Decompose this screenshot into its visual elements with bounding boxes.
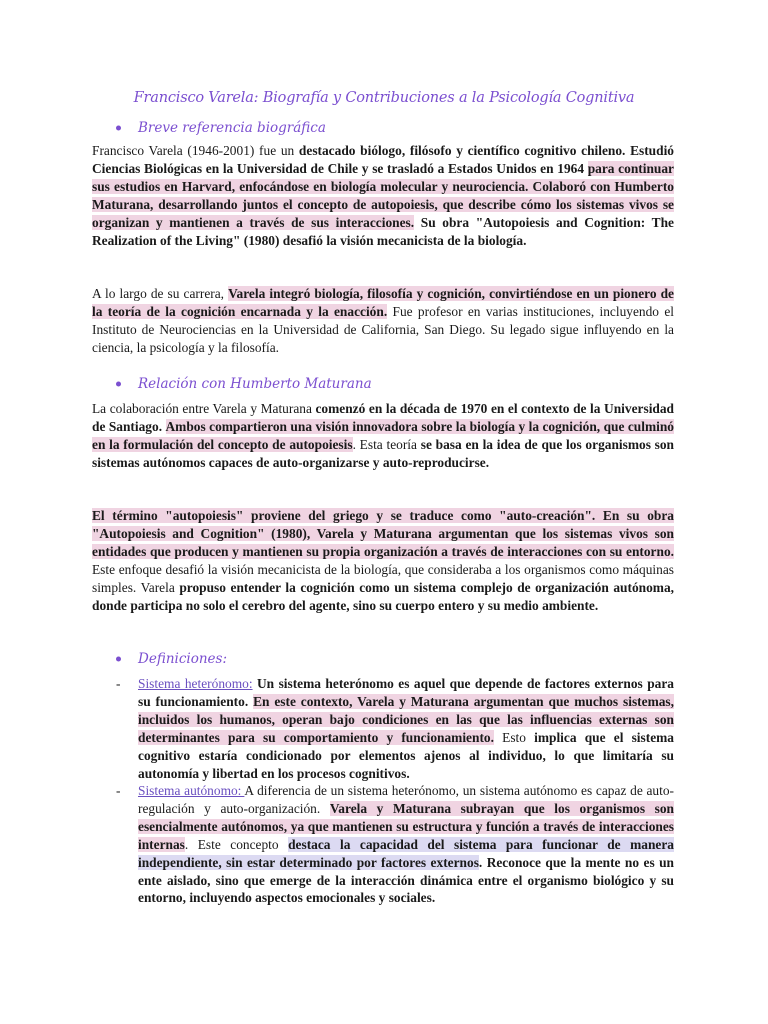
- bullet-icon: [116, 126, 121, 131]
- text-run: Francisco Varela (1946-2001) fue un: [92, 143, 299, 158]
- bold-run: Un sistema heterónomo es aquel que depende de factores externos para su funcionamiento.: [138, 676, 674, 709]
- text-run: La colaboración entre Varela y Maturana: [92, 401, 316, 416]
- section-heading-definitions: [116, 651, 227, 667]
- highlighted-run: destaca la capacidad del sistema para funcionar de manera independiente, sin estar determinado por factores externos: [138, 836, 674, 870]
- term-autonomo: Sistema autónomo:: [138, 783, 245, 798]
- text-run: Fue profesor en varias instituciones, incluyendo el Instituto de Neurociencias en la Universidad de California, San Diego. Su legado sigue influyendo en la ciencia, la psicología y la filosofía.: [92, 303, 674, 355]
- text-run: . Esta teoría: [352, 436, 421, 452]
- bullet-icon: [116, 382, 121, 387]
- highlighted-run: En este contexto, Varela y Maturana argumentan que muchos sistemas, incluidos los humanos, operan bajo condiciones en las que las influencias externas son determinantes para su comportamiento y funcionamiento.: [138, 693, 674, 745]
- section-heading-text: Breve referencia biográfica: [138, 120, 326, 136]
- section-heading-maturana: [116, 376, 372, 392]
- dash-marker: -: [116, 676, 121, 691]
- text-run: . Este concepto: [184, 836, 289, 852]
- bold-run: se basa en la idea de que los organismos son sistemas autónomos capaces de auto-organizarse y auto-reproducirse.: [92, 436, 675, 470]
- text-run: Este enfoque desafió la visión mecanicista de la biología, que consideraba a los organismos como máquinas simples. Varela: [92, 561, 674, 595]
- highlighted-run: Ambos compartieron una visión innovadora sobre la biología y la cognición, que culminó en la formulación del concepto de autopoiesis: [92, 418, 674, 452]
- text-run: A diferencia de un sistema heterónomo, un sistema autónomo es capaz de auto-regulación y auto-organización.: [138, 783, 675, 816]
- bio-paragraph-2: [92, 285, 674, 357]
- highlighted-run: Varela y Maturana subrayan que los organismos son esencialmente autónomos, ya que mantienen su estructura y función a través de interacciones internas: [138, 800, 675, 852]
- section-heading-text: Definiciones:: [138, 651, 227, 667]
- section-heading-bio: [116, 120, 326, 136]
- maturana-paragraph-2: [92, 507, 674, 614]
- definition-item: [116, 675, 674, 782]
- bold-run: Su obra "Autopoiesis and Cognition: The Realization of the Living" (1980) desafió la visión mecanicista de la biología.: [92, 214, 674, 248]
- highlighted-run: para continuar sus estudios en Harvard, enfocándose en biología molecular y neurociencia. Colaboró con Humberto Maturana, desarrollando juntos el concepto de autopoiesis, que describe cómo los sistemas vivos se organizan y mantienen a través de sus interacciones.: [92, 160, 674, 230]
- definition-item: [116, 782, 674, 907]
- highlighted-run: El término "autopoiesis" proviene del griego y se traduce como "auto-creación". En su obra "Autopoiesis and Cognition" (1980), Varela y Maturana argumentan que los sistemas vivos son entidades que producen y mantienen su propia organización a través de interacciones con su entorno.: [92, 508, 674, 559]
- bold-run: comenzó en la década de 1970 en el contexto de la Universidad de Santiago.: [92, 401, 674, 434]
- maturana-paragraph-1: [92, 400, 674, 472]
- bold-run: implica que el sistema cognitivo estaría condicionado por elementos ajenos al individuo, lo que limitaría su autonomía y libertad en los procesos cognitivos.: [138, 729, 674, 781]
- bullet-icon: [116, 657, 121, 662]
- bold-run: propuso entender la cognición como un sistema complejo de organización autónoma, donde participa no solo el cerebro del agente, sino su cuerpo entero y su medio ambiente.: [92, 579, 674, 613]
- document-title: Francisco Varela: Biografía y Contribuciones a la Psicología Cognitiva: [133, 90, 635, 106]
- text-run: [162, 419, 165, 434]
- bio-paragraph-1: [92, 142, 674, 249]
- highlighted-run: Varela integró biología, filosofía y cognición, convirtiéndose en un pionero de la teoría de la cognición encarnada y la enacción.: [92, 286, 674, 319]
- dash-marker: -: [116, 783, 121, 798]
- bold-run: destacado biólogo, filósofo y científico cognitivo chileno. Estudió Ciencias Biológicas en la Universidad de Chile y se trasladó a Estados Unidos en 1964: [92, 143, 674, 176]
- text-run: Esto: [493, 729, 535, 745]
- text-run: A lo largo de su carrera,: [92, 286, 229, 301]
- term-heteronomo: Sistema heterónomo:: [138, 676, 253, 691]
- section-heading-text: Relación con Humberto Maturana: [138, 376, 372, 392]
- bold-run: . Reconoce que la mente no es un ente aislado, sino que emerge de la interacción dinámica entre el organismo biológico y su entorno, incluyendo aspectos emocionales y sociales.: [138, 854, 674, 906]
